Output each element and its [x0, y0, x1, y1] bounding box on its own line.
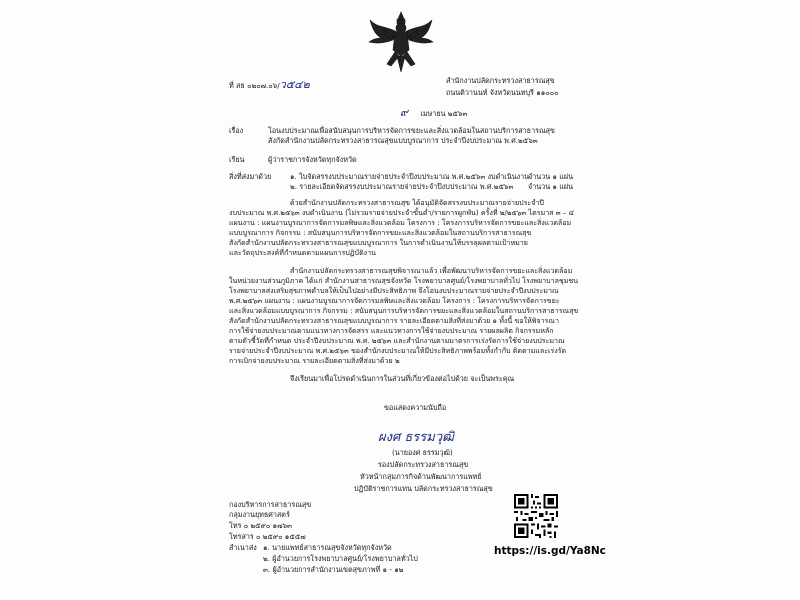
recipient-label: เรียน: [229, 155, 245, 164]
paragraph-line: แผนงาน : แผนงานบูรณาการจัดการมลพิษและสิ่งแวดล้อม โครงการ : โครงการบริหารจัดการขยะและสิ่งแวดล้อม: [229, 218, 572, 227]
recipient-text: ผู้ว่าราชการจังหวัดทุกจังหวัด: [268, 155, 357, 164]
reference-number: ที่ สธ ๐๒๐๗.๐๖/ว๕๔๒: [229, 78, 310, 91]
qr-link-text[interactable]: https://is.gd/Ya8Nc: [494, 545, 606, 557]
office-name: สำนักงานปลัดกระทรวงสาธารณสุข: [446, 76, 555, 85]
cc-item: ๓. ผู้อำนวยการสำนักงานเขตสุขภาพที่ ๑ - ๑๒: [263, 565, 404, 574]
paragraph-line: การเบิกจ่ายงบประมาณ รายละเอียดตามสิ่งที่ส่งมาด้วย ๒: [229, 356, 400, 365]
paragraph-line: สำนักงานปลัดกระทรวงสาธารณสุขพิจารณาแล้ว เพื่อพัฒนาบริหารจัดการขยะและสิ่งแวดล้อม: [290, 266, 573, 275]
signatory-title-2: หัวหน้ากลุ่มภารกิจด้านพัฒนาการแพทย์: [360, 472, 482, 481]
date-day-handwritten: ๙: [400, 106, 409, 119]
footer-division: กองบริหารการสาธารณสุข: [229, 500, 312, 509]
paragraph-line: และวัตถุประสงค์ที่กำหนดตามแผนการปฏิบัติงาน: [229, 248, 376, 257]
subject-line-1: โอนงบประมาณเพื่อสนับสนุนการบริหารจัดการขยะและสิ่งแวดล้อมในสถานบริการสาธารณสุข: [268, 126, 555, 135]
reference-handwritten: ว๕๔๒: [279, 78, 310, 91]
garuda-emblem-icon: [367, 10, 435, 74]
cc-item: ๒. ผู้อำนวยการโรงพยาบาลศูนย์/โรงพยาบาลทั่วไป: [263, 554, 418, 563]
closing-request: จึงเรียนมาเพื่อโปรดดำเนินการในส่วนที่เกี่ยวข้องต่อไปด้วย จะเป็นพระคุณ: [290, 374, 515, 383]
signatory-name: (นายองศ ธรรมวุฒิ): [392, 448, 453, 457]
paragraph-line: พ.ศ.๒๕๖๓ แผนงาน : แผนงานบูรณาการจัดการมลพิษและสิ่งแวดล้อม โครงการ : โครงการบริหารจัดการขยะ: [229, 296, 560, 305]
handwritten-signature: ผงศ ธรรมวุฒิ: [378, 430, 454, 445]
paragraph-line: ตามตัวชี้วัดที่กำหนด ประจำปีงบประมาณ พ.ศ. ๒๕๖๓ และสำนักงานตามมาตรการเร่งรัดการใช้จ่ายงบประมาณ: [229, 336, 565, 345]
paragraph-line: สังกัดสำนักงานปลัดกระทรวงสาธารณสุขแบบบูรณาการ ในการดำเนินงานให้บรรลุผลตามเป้าหมาย: [229, 238, 528, 247]
document-date: ๙ เมษายน ๒๕๖๓: [400, 106, 468, 119]
paragraph-line: รายจ่ายประจำปีงบประมาณ พ.ศ.๒๕๖๓ ของสำนักงบประมาณให้มีประสิทธิภาพพร้อมทั้งกำกับ ติดตามและเร่งรัด: [229, 346, 567, 355]
signatory-title-1: รองปลัดกระทรวงสาธารณสุข: [378, 460, 469, 469]
paragraph-line: ในหน่วยงานส่วนภูมิภาค ได้แก่ สำนักงานสาธารณสุขจังหวัด โรงพยาบาลศูนย์/โรงพยาบาลทั่วไป โรงพยาบาลชุมชน: [229, 276, 579, 285]
cc-item: ๑. นายแพทย์สาธารณสุขจังหวัดทุกจังหวัด: [263, 543, 392, 552]
paragraph-line: และสิ่งแวดล้อมแบบบูรณาการ กิจกรรม : สนับสนุนการบริหารจัดการขยะและสิ่งแวดล้อมในสถานบริการสาธารณสุข: [229, 306, 579, 315]
paragraph-line: งบประมาณ พ.ศ.๒๕๖๓ งบดำเนินงาน (ไม่รวมรายจ่ายประจำขั้นต่ำ/รายการผูกพัน) ครั้งที่ ๒/๒๕๖๓ ไตรมาส ๓ – ๔: [229, 208, 575, 217]
paragraph-line: แบบบูรณาการ กิจกรรม : สนับสนุนการบริหารจัดการขยะและสิ่งแวดล้อมในสถานบริการสาธารณสุข: [229, 228, 532, 237]
subject-label: เรื่อง: [229, 126, 244, 135]
cc-label: สำเนาส่ง: [229, 543, 257, 552]
footer-fax: โทรสาร ๐ ๒๕๙๐ ๑๕๕๗: [229, 532, 306, 541]
enclosure-item: ๑. ใบจัดสรรงบประมาณรายจ่ายประจำปีงบประมาณ พ.ศ.๒๕๖๓ งบดำเนินงาน: [290, 172, 530, 181]
enclosure-qty: จำนวน ๑ แผ่น: [528, 172, 573, 181]
paragraph-line: สังกัดสำนักงานปลัดกระทรวงสาธารณสุขแบบบูรณาการ รายละเอียดตามสิ่งที่ส่งมาด้วย ๑ ทั้งนี้ ขอให้พิจารณา: [229, 316, 559, 325]
qr-code-icon[interactable]: [514, 494, 558, 538]
enclosure-qty: จำนวน ๑ แผ่น: [528, 182, 573, 191]
closing-regards: ขอแสดงความนับถือ: [384, 403, 447, 412]
paragraph-line: โรงพยาบาลส่งเสริมสุขภาพตำบลให้เป็นไปอย่างมีประสิทธิภาพ จึงโอนงบประมาณรายจ่ายประจำปีงบประมาณ: [229, 286, 559, 295]
enclosure-item: ๒. รายละเอียดจัดสรรงบประมาณรายจ่ายประจำปีงบประมาณ พ.ศ.๒๕๖๓: [290, 182, 514, 191]
enclosures-label: สิ่งที่ส่งมาด้วย: [229, 172, 272, 181]
footer-phone: โทร ๐ ๒๕๙๐ ๑๗๖๓: [229, 521, 292, 530]
paragraph-line: การใช้จ่ายงบประมาณตามแนวทางการจัดสรร และแนวทางการใช้จ่ายงบประมาณ รายผลผลิต กิจกรรมหลัก: [229, 326, 554, 335]
office-address: ถนนติวานนท์ จังหวัดนนทบุรี ๑๑๐๐๐: [446, 88, 559, 97]
footer-group: กลุ่มงานยุทธศาสตร์: [229, 510, 290, 519]
paragraph-line: ด้วยสำนักงานปลัดกระทรวงสาธารณสุข ได้อนุมัติจัดสรรงบประมาณรายจ่ายประจำปี: [290, 198, 544, 207]
signatory-title-3: ปฏิบัติราชการแทน ปลัดกระทรวงสาธารณสุข: [354, 484, 493, 493]
subject-line-2: สังกัดสำนักงานปลัดกระทรวงสาธารณสุขแบบบูรณาการ ประจำปีงบประมาณ พ.ศ.๒๕๖๓: [268, 136, 538, 145]
